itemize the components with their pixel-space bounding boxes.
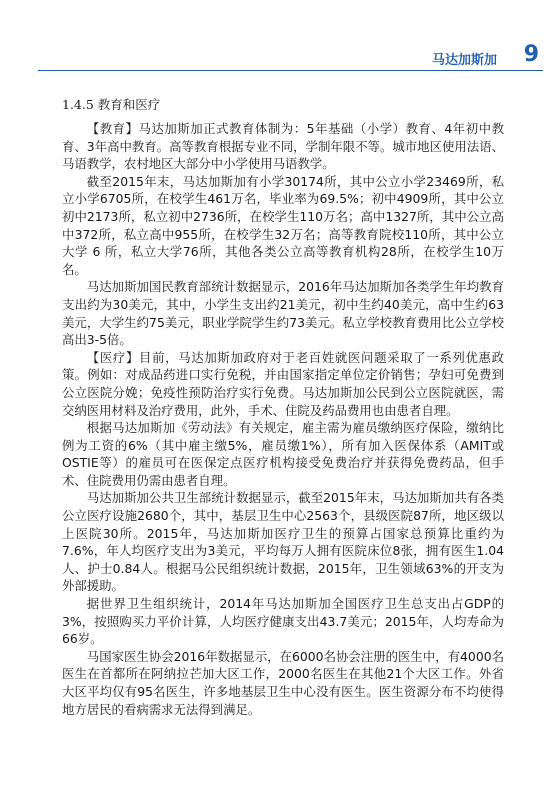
body-text: [62, 120, 504, 718]
paragraph-who-statistics: 据世界卫生组织统计，2014年马达加斯加全国医疗卫生总支出占GDP的3%，按照购买力平价计算，人均医疗健康支出43.7美元；2015年，人均寿命为66岁。: [62, 596, 504, 647]
page-number: 9: [523, 42, 539, 67]
paragraph-medical-policy: 【医疗】目前，马达加斯加政府对于老百姓就医问题采取了一系列优惠政策。例如：对成品药进口实行免税，并由国家指定单位定价销售；孕妇可免费到公立医院分娩；免疫性预防治疗实行免费。马达加斯加公民到公立医院就医，需交纳医用材料及治疗费用，此外，手术、住院及药品费用也由患者自理。: [62, 349, 504, 418]
header-divider: [38, 70, 543, 71]
page-header: [0, 0, 559, 82]
running-header-title: 马达加斯加: [431, 53, 497, 68]
paragraph-education-system: 【教育】马达加斯加正式教育体制为：5年基础（小学）教育、4年初中教育、3年高中教育。高等教育根据专业不同，学制年限不等。城市地区使用法语、马语教学，农村地区大部分中小学使用马语教学。: [62, 121, 504, 172]
paragraph-doctor-distribution: 马国家医生协会2016年数据显示，在6000名协会注册的医生中，有4000名医生在首都所在阿纳拉芒加大区工作，2000名医生在其他21个大区工作。外省大区平均仅有95名医生，许多地基层卫生中心没有医生。医生资源分布不均使得地方居民的看病需求无法得到满足。: [62, 648, 504, 717]
section-heading: 1.4.5 教育和医疗: [62, 97, 161, 112]
paragraph-labor-law-insurance: 根据马达加斯加《劳动法》有关规定，雇主需为雇员缴纳医疗保险，缴纳比例为工资的6%（其中雇主缴5%，雇员缴1%），所有加入医保体系（AMIT或OSTIE等）的雇员可在医保定点医疗机构接受免费治疗并获得免费药品，但手术、住院费用仍需由患者自理。: [62, 420, 504, 488]
paragraph-school-statistics: 截至2015年末，马达加斯加有小学30174所，其中公立小学23469所，私立小学6705所，在校学生461万名，毕业率为69.5%；初中4909所，其中公立初中2173所，私立初中2736所，在校学生110万名；高中1327所，其中公立高中372所，私立高中955所，在校学生32万名；高等教育院校110所，其中公立大学 6 所，私立大学76所，其他各类公立高等教育机构28所，在校学生10万名。: [62, 173, 504, 277]
paragraph-education-spending: 马达加斯加国民教育部统计数据显示，2016年马达加斯加各类学生年均教育支出约为30美元，其中，小学生支出约21美元，初中生约40美元，高中生约63美元，大学生约75美元，职业学院学生约73美元。私立学校教育费用比公立学校高出3-5倍。: [62, 279, 504, 348]
paragraph-health-facilities: 马达加斯加公共卫生部统计数据显示，截至2015年末，马达加斯加共有各类公立医疗设施2680个，其中，基层卫生中心2563个，县级医院87所，地区级以上医院30所。2015年，马达加斯加医疗卫生的预算占国家总预算比重约为7.6%，年人均医疗支出为3美元，平均每万人拥有医院床位8张，拥有医生1.04人、护士0.84人。根据马公民组织统计数据，2015年，卫生领域63%的开支为外部援助。: [62, 490, 504, 594]
